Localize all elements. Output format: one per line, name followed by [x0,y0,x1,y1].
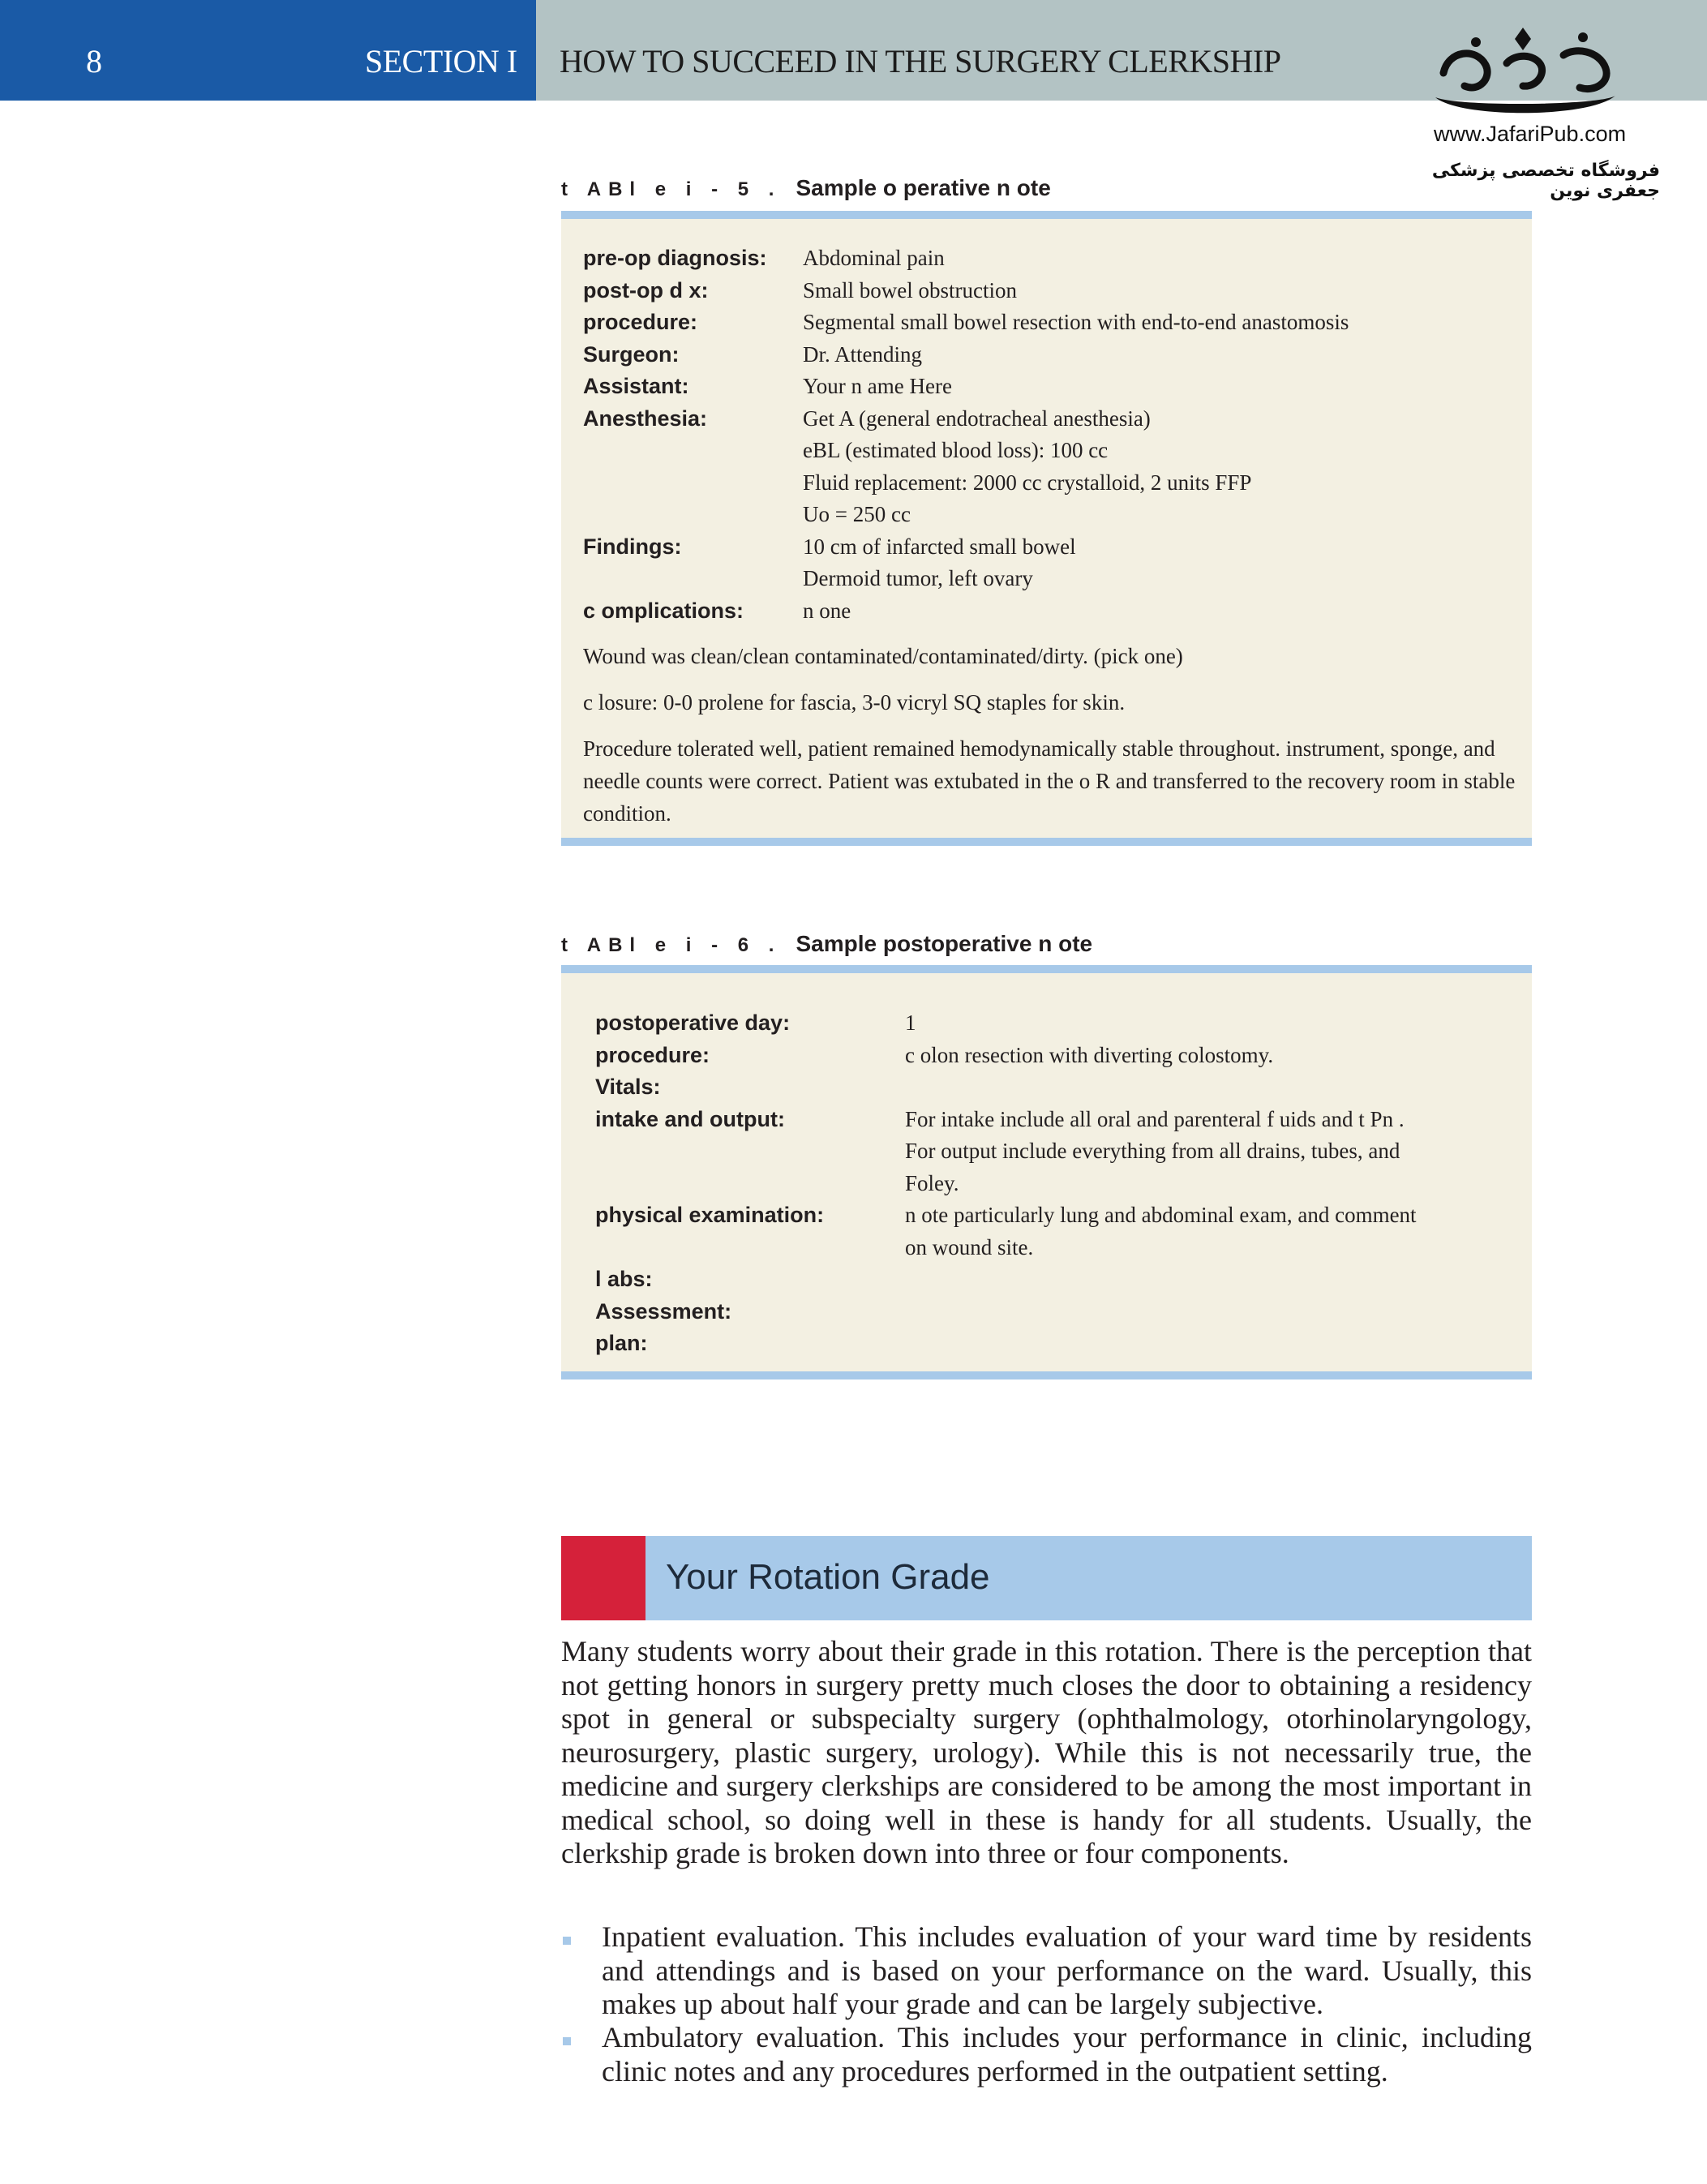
t5-value: Uo = 250 cc [803,502,911,526]
t6-label: procedure: [595,1043,710,1067]
t5-label: pre-op diagnosis: [583,246,767,270]
bullet-item: Inpatient evaluation. This includes evaluation of your ward time by residents and attendings and is based on your performance on the ward. Usually, this makes up about half your grade and can be largely subjective. [602,1920,1532,2020]
t5-label: Findings: [583,534,682,559]
t5-label: post-op d x: [583,278,709,302]
t6-value: For intake include all oral and parenteral f uids and t Pn . [905,1107,1405,1131]
t6-label: plan: [595,1331,648,1355]
t5-procedure-note: Procedure tolerated well, patient remained hemodynamically stable throughout. instrument, sponge, and needle counts were correct. Patient was extubated in the o R and transferred to the recovery room in stable condition. [583,736,1516,826]
table5-title: Sample o perative n ote [796,175,1051,200]
table5-operative-note [561,211,1532,846]
section-heading: Your Rotation Grade [666,1557,990,1597]
table6-caption [561,931,1092,957]
table6-postoperative-note [561,965,1532,1379]
t5-wound-note: Wound was clean/clean contaminated/contaminated/dirty. (pick one) [583,644,1183,668]
t6-label: Vitals: [595,1075,661,1099]
t5-value: Dr. Attending [803,342,922,367]
t5-value: n one [803,599,851,623]
t6-value: 1 [905,1010,916,1035]
bullet-square-icon [563,1937,571,1945]
t6-label: physical examination: [595,1203,825,1227]
t5-value: Segmental small bowel resection with end-to-end anastomosis [803,310,1349,334]
t5-value: Get A (general endotracheal anesthesia) [803,406,1151,431]
t5-value: Abdominal pain [803,246,945,270]
bullet-square-icon [563,2037,571,2045]
t6-value: on wound site. [905,1235,1034,1259]
t6-value: n ote particularly lung and abdominal exam, and comment [905,1203,1417,1227]
t5-label: Anesthesia: [583,406,708,431]
t6-label: postoperative day: [595,1010,791,1035]
t6-label: l abs: [595,1267,653,1291]
section-accent-block [561,1536,645,1620]
table6-number: t ABl e i - 6 . [561,934,782,956]
page-number: 8 [86,43,102,79]
t6-value: For output include everything from all drains, tubes, and [905,1139,1400,1163]
t5-value: Fluid replacement: 2000 cc crystalloid, 2 units FFP [803,470,1252,495]
t5-label: procedure: [583,310,698,334]
t6-label: intake and output: [595,1107,785,1131]
t6-value: Foley. [905,1171,959,1195]
t5-value: Small bowel obstruction [803,278,1017,302]
t6-label: Assessment: [595,1299,732,1324]
section-label: SECTION I [365,43,517,79]
t5-label: c omplications: [583,599,744,623]
t5-value: eBL (estimated blood loss): 100 cc [803,438,1109,462]
t5-closure-note: c losure: 0-0 prolene for fascia, 3-0 vicryl SQ staples for skin. [583,690,1126,714]
t5-value: 10 cm of infarcted small bowel [803,534,1076,559]
watermark-tagline: فروشگاه تخصصی پزشکی جعفری نوین [1431,161,1660,201]
table5-number: t ABl e i - 5 . [561,178,782,200]
table6-title: Sample postoperative n ote [796,931,1093,956]
t5-label: Surgeon: [583,342,680,367]
watermark-url: www.JafariPub.com [1434,122,1627,146]
jafari-logo-icon [1427,23,1622,116]
t5-value: Dermoid tumor, left ovary [803,566,1033,590]
bullet-item: Ambulatory evaluation. This includes your performance in clinic, including clinic notes and any procedures performed in the outpatient setting. [602,2021,1532,2087]
body-paragraph: Many students worry about their grade in this rotation. There is the perception that not getting honors in surgery pretty much closes the door to obtaining a residency spot in general or subspecialty surgery (ophthalmology, otorhinolaryngology, neurosurgery, plastic surgery, urology). While this is not necessarily true, the medicine and surgery clerkships are considered to be among the most important in medical school, so doing well in these is handy for all students. Usually, the clerkship grade is broken down into three or four components. [561,1635,1532,1869]
t5-value: Your n ame Here [803,374,952,398]
chapter-title: HOW TO SUCCEED IN THE SURGERY CLERKSHIP [560,43,1281,79]
table5-caption [561,175,1051,201]
t5-label: Assistant: [583,374,689,398]
t6-value: c olon resection with diverting colostomy. [905,1043,1274,1067]
